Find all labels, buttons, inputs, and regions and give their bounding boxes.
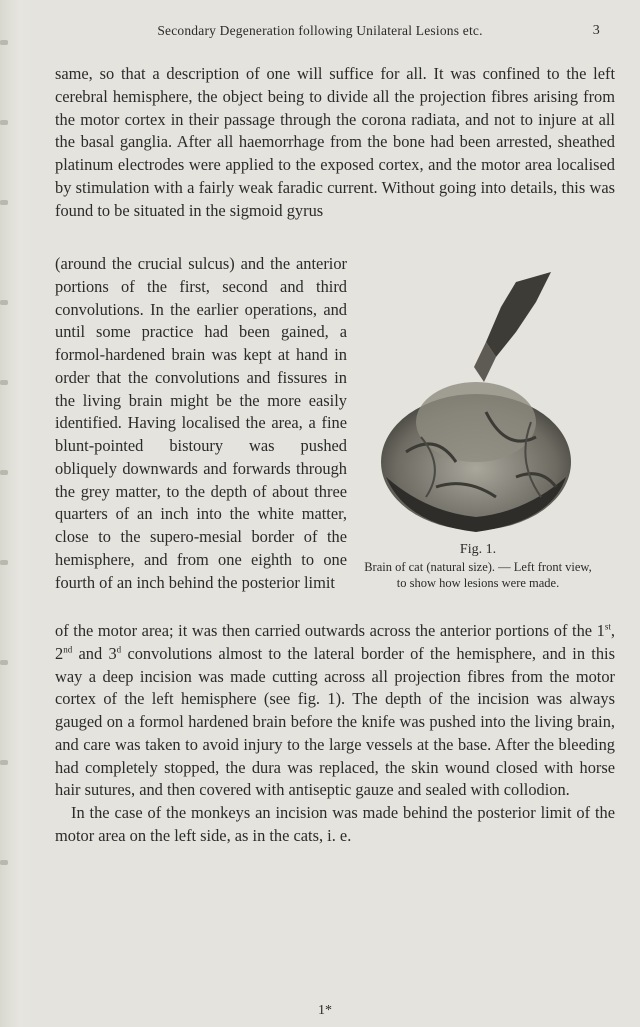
running-title: Secondary Degeneration following Unilateral Lesions etc. xyxy=(157,23,483,38)
text-run: and 3 xyxy=(72,643,117,663)
text-run: convolutions almost to the lateral border of the hemisphere, and in this way a deep incision was made cutting across all projection fibres from the motor cortex of the left hemisphere (see fig. 1). The depth of the incision was always gauged on a formol hardened brain before the knife was pushed into the living brain, and care was taken to avoid injury to the large vessels at the base. After the bleeding had completely stopped, the dura was replaced, the skin wound closed with horse hair sutures, and then covered with antiseptic gauze and sealed with collodion. xyxy=(55,643,615,800)
figure-1 xyxy=(360,262,596,614)
figure-label: Fig. 1. xyxy=(459,542,497,557)
body-text-bottom xyxy=(55,620,615,848)
signature-mark: 1* xyxy=(318,1003,332,1018)
running-header xyxy=(0,23,640,45)
paragraph-continued xyxy=(55,620,615,802)
figure-caption: Brain of cat (natural size). — Left front view, to show how lesions were made. xyxy=(364,560,592,590)
text-run: of the motor area; it was then carried outwards across the anterior portions of the 1 xyxy=(55,621,605,640)
superscript: st xyxy=(604,621,611,632)
page-number: 3 xyxy=(592,23,600,38)
brain-illustration xyxy=(366,262,590,542)
paragraph-monkeys: In the case of the monkeys an incision was made behind the posterior limit of the motor area on the left side, as in the cats, i. e. xyxy=(55,803,615,845)
book-gutter xyxy=(0,0,34,1027)
body-text-wrapped xyxy=(55,253,347,594)
superscript: d xyxy=(116,644,122,655)
text-run: , 2 xyxy=(55,621,615,663)
body-text-top xyxy=(55,63,615,222)
paragraph-wrapped: (around the crucial sulcus) and the anterior portions of the first, second and third convolutions. In the earlier operations, and until some practice had been gained, a formol-hardened brain was kept at hand in order that the convolutions and fissures in the living brain might be the more easily identified. Having localised the area, a fine blunt-pointed bistoury was pushed obliquely downwards and forwards through the grey matter, to the depth of about three quarters of an inch into the white matter, close to the supero-mesial border of the hemisphere, and from one eighth to one fourth of an inch behind the posterior limit xyxy=(55,254,347,592)
paragraph-top: same, so that a description of one will suffice for all. It was confined to the left cerebral hemisphere, the object being to divide all the projection fibres arising from the motor cortex in their passage through the corona radiata, and not to injure at all the basal ganglia. After all haemorrhage from the bone had been arrested, sheathed platinum electrodes were applied to the exposed cortex, and the motor area localised by stimulation with a fairly weak faradic current. Without going into details, this was found to be situated in the sigmoid gyrus xyxy=(55,64,615,220)
superscript: nd xyxy=(63,644,73,655)
